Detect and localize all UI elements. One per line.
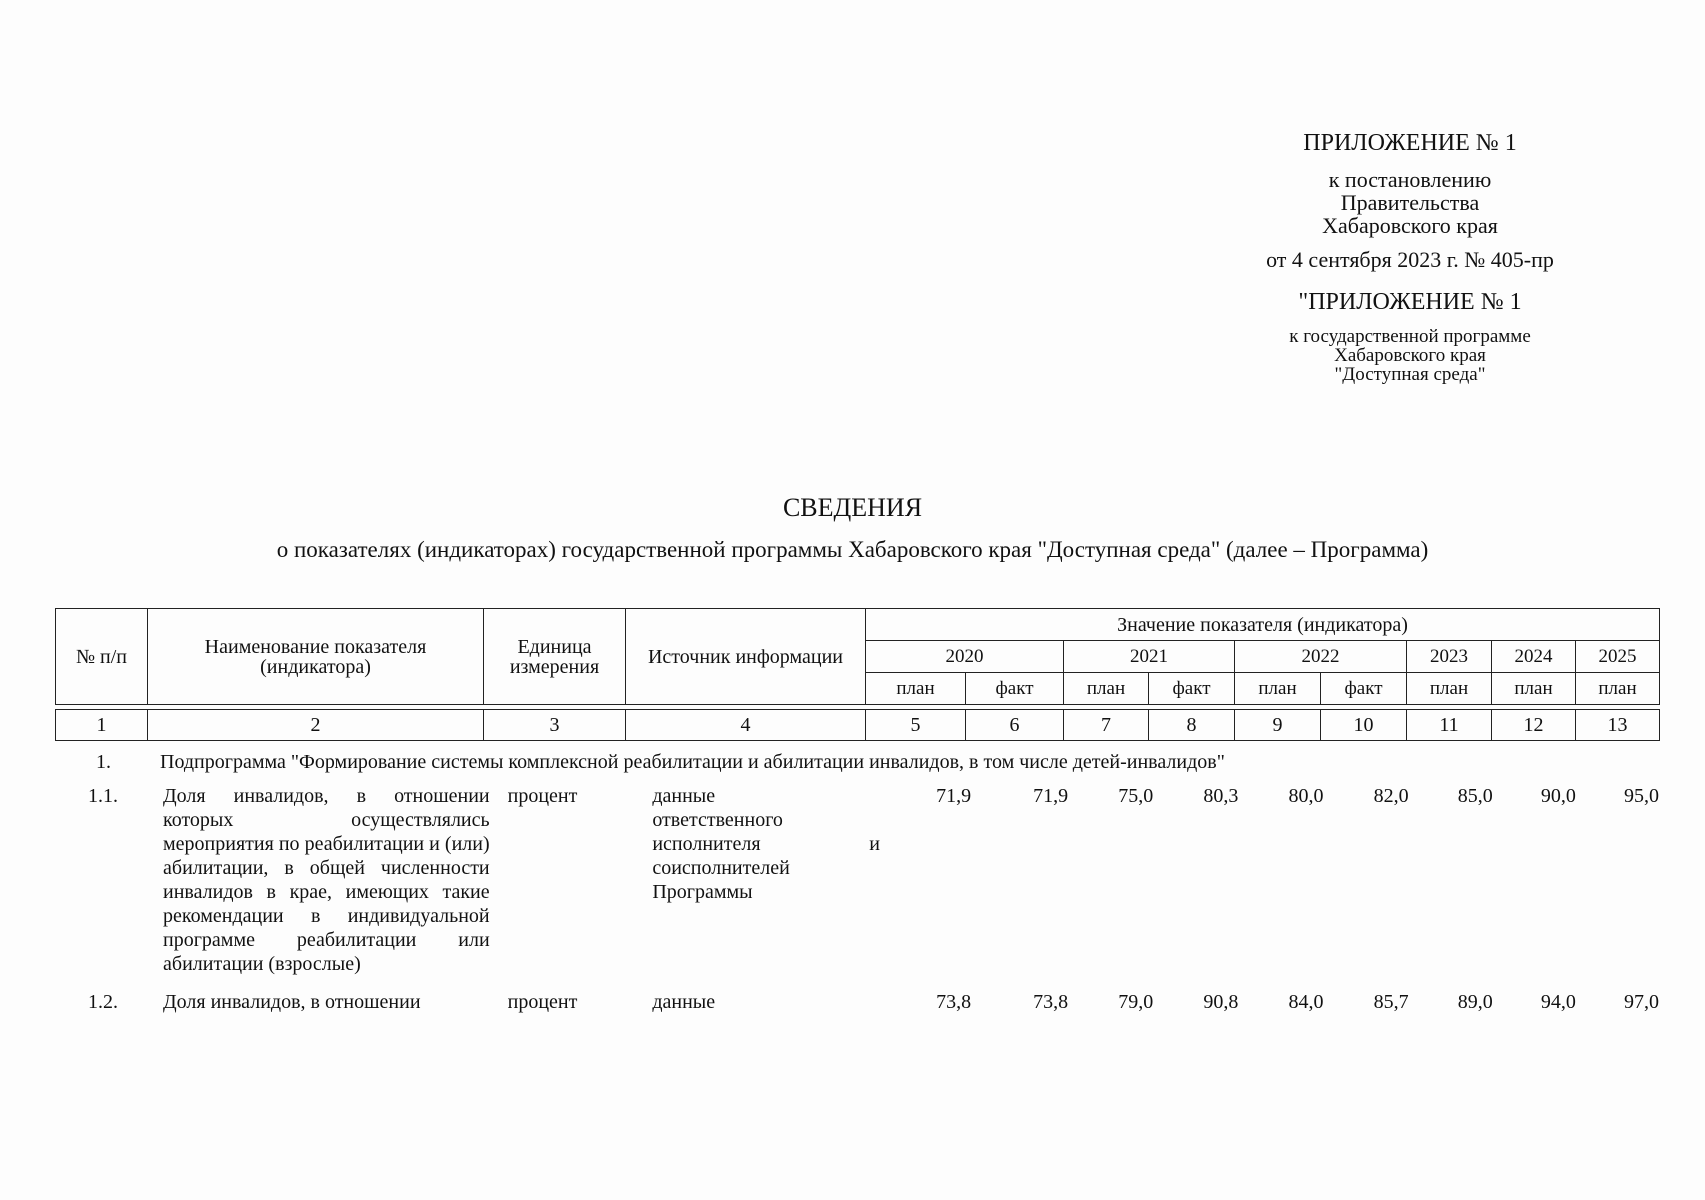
header-indicator-name: Наименование показателя (индикатора) bbox=[148, 609, 484, 705]
row-number: 1.1. bbox=[88, 785, 118, 807]
indicator-name: Доля инвалидов, в отношении bbox=[163, 991, 421, 1013]
row-number: 1.2. bbox=[88, 991, 118, 1013]
appendix-line: к постановлению bbox=[1328, 167, 1492, 192]
value-2024-plan: 90,0 bbox=[1540, 785, 1576, 807]
column-number: 2 bbox=[148, 710, 484, 741]
header-plan: план bbox=[1235, 673, 1321, 705]
value-2020-fact: 71,9 bbox=[1033, 785, 1069, 807]
appendix-date: от 4 сентября 2023 г. № 405-пр bbox=[1266, 247, 1554, 272]
value-2025-plan: 97,0 bbox=[1624, 991, 1660, 1013]
value-2022-fact: 82,0 bbox=[1373, 785, 1409, 807]
value-2022-plan: 84,0 bbox=[1288, 991, 1324, 1013]
column-number: 10 bbox=[1321, 710, 1407, 741]
indicator-source bbox=[636, 990, 888, 1014]
appendix-subline: к государственной программе bbox=[1289, 326, 1531, 347]
source-line bbox=[652, 832, 880, 856]
header-values: Значение показателя (индикатора) bbox=[866, 609, 1660, 641]
value-2022-plan: 80,0 bbox=[1288, 785, 1324, 807]
column-number: 4 bbox=[626, 710, 866, 741]
value-2020-fact: 73,8 bbox=[1033, 991, 1069, 1013]
document-subtitle: о показателях (индикаторах) государственной программы Хабаровского края "Доступная среда" (далее – Программа) bbox=[276, 537, 1429, 562]
header-plan: план bbox=[1407, 673, 1492, 705]
value-2024-plan: 94,0 bbox=[1540, 991, 1576, 1013]
document-heading bbox=[60, 492, 1645, 564]
header-fact: факт bbox=[966, 673, 1064, 705]
source-word: и bbox=[869, 833, 880, 855]
column-number: 7 bbox=[1064, 710, 1149, 741]
appendix-title: ПРИЛОЖЕНИЕ № 1 bbox=[1303, 130, 1517, 156]
indicator-source bbox=[636, 784, 888, 904]
source-line: соисполнителей bbox=[652, 857, 790, 879]
table-body bbox=[55, 750, 1659, 1014]
header-plan: план bbox=[1576, 673, 1660, 705]
indicator-unit: процент bbox=[507, 991, 578, 1013]
value-2023-plan: 89,0 bbox=[1457, 991, 1493, 1013]
subprogram-number: 1. bbox=[96, 751, 111, 773]
header-year: 2024 bbox=[1492, 641, 1576, 673]
indicators-table-header bbox=[55, 608, 1660, 741]
header-plan: план bbox=[1064, 673, 1149, 705]
appendix-subline: "Доступная среда" bbox=[1334, 364, 1486, 385]
value-2025-plan: 95,0 bbox=[1624, 785, 1660, 807]
column-number: 12 bbox=[1492, 710, 1576, 741]
header-year: 2020 bbox=[866, 641, 1064, 673]
value-2022-fact: 85,7 bbox=[1373, 991, 1409, 1013]
header-plan: план bbox=[1492, 673, 1576, 705]
appendix-subline: Хабаровского края bbox=[1334, 345, 1486, 366]
header-fact: факт bbox=[1321, 673, 1407, 705]
table-row bbox=[55, 990, 1659, 1014]
source-line: ответственного bbox=[652, 809, 783, 831]
header-source: Источник информации bbox=[626, 609, 866, 705]
value-2021-fact: 80,3 bbox=[1203, 785, 1239, 807]
header-fact: факт bbox=[1149, 673, 1235, 705]
source-word: исполнителя bbox=[652, 833, 761, 855]
column-number: 1 bbox=[56, 710, 148, 741]
value-2023-plan: 85,0 bbox=[1457, 785, 1493, 807]
source-line: Программы bbox=[652, 881, 753, 903]
column-number: 8 bbox=[1149, 710, 1235, 741]
indicator-unit: процент bbox=[507, 785, 578, 807]
value-2020-plan: 73,8 bbox=[936, 991, 972, 1013]
document-title: СВЕДЕНИЯ bbox=[782, 493, 923, 522]
header-year: 2021 bbox=[1064, 641, 1235, 673]
header-year: 2023 bbox=[1407, 641, 1492, 673]
appendix-line: Хабаровского края bbox=[1322, 213, 1498, 238]
value-2020-plan: 71,9 bbox=[936, 785, 972, 807]
column-number: 6 bbox=[966, 710, 1064, 741]
header-plan: план bbox=[866, 673, 966, 705]
value-2021-fact: 90,8 bbox=[1203, 991, 1239, 1013]
column-number: 3 bbox=[484, 710, 626, 741]
appendix-line: Правительства bbox=[1340, 190, 1480, 215]
subprogram-title: Подпрограмма "Формирование системы комплексной реабилитации и абилитации инвалидов, в том числе детей-инвалидов" bbox=[160, 751, 1225, 773]
header-year: 2025 bbox=[1576, 641, 1660, 673]
appendix-title-2: "ПРИЛОЖЕНИЕ № 1 bbox=[1298, 289, 1522, 315]
header-unit: Единица измерения bbox=[484, 609, 626, 705]
header-year: 2022 bbox=[1235, 641, 1407, 673]
source-line: данные bbox=[652, 991, 716, 1013]
column-number: 9 bbox=[1235, 710, 1321, 741]
appendix-block bbox=[1150, 128, 1670, 384]
column-number: 11 bbox=[1407, 710, 1492, 741]
indicator-name: Доля инвалидов, в отношении которых осуществлялись мероприятия по реабилитации и (или) абилитации, в общей численности инвалидов в крае, имеющих такие рекомендации в индивидуальной программе реабилитации или абилитации (взрослые) bbox=[163, 785, 490, 975]
subprogram-row bbox=[55, 750, 1659, 784]
column-number: 13 bbox=[1576, 710, 1660, 741]
column-number: 5 bbox=[866, 710, 966, 741]
table-row bbox=[55, 784, 1659, 976]
source-line: данные bbox=[652, 785, 716, 807]
value-2021-plan: 75,0 bbox=[1118, 785, 1154, 807]
header-num: № п/п bbox=[56, 609, 148, 705]
value-2021-plan: 79,0 bbox=[1118, 991, 1154, 1013]
